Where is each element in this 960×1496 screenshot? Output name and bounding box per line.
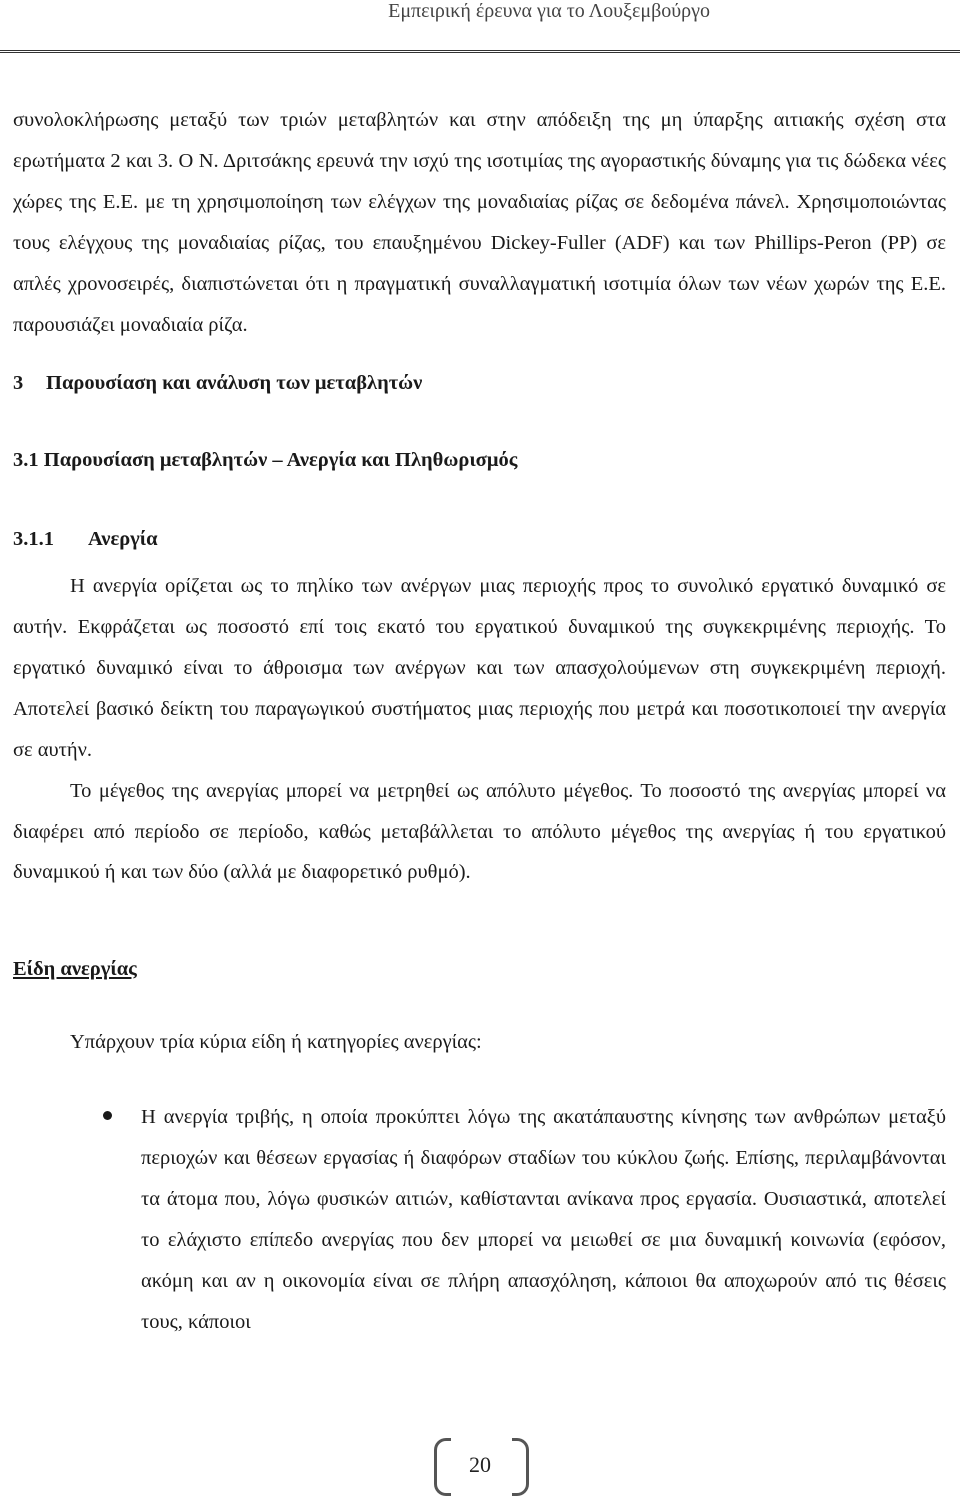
- section-number: 3: [13, 372, 24, 394]
- page-body: [13, 100, 946, 1343]
- list-item: [141, 1097, 946, 1343]
- running-header: Εμπειρική έρευνα για το Λουξεμβούργο: [388, 0, 710, 22]
- unemployment-types-list: [13, 1097, 946, 1343]
- header-rule: [0, 50, 960, 53]
- paragraph-unemployment-size: Το μέγεθος της ανεργίας μπορεί να μετρηθεί ως απόλυτο μέγεθος. Το ποσοστό της ανεργίας μπορεί να διαφέρει από περίοδο σε περίοδο, καθώς μεταβάλλεται το απόλυτο μέγεθος της ανεργίας ή του εργατικού δυναμικού ή και των δύο (αλλά με διαφορετικό ρυθμό).: [13, 780, 946, 883]
- paragraph-types-intro: Υπάρχουν τρία κύρια είδη ή κατηγορίες ανεργίας:: [70, 1030, 482, 1053]
- list-item-text: Η ανεργία τριβής, η οποία προκύπτει λόγω της ακατάπαυστης κίνησης των ανθρώπων μεταξύ περιοχών και θέσεων εργασίας ή διαφόρων σταδίων του κύκλου ζωής. Επίσης, περιλαμβάνονται τα άτομα που, λόγω φυσικών αιτιών, καθίστανται ανίκανα προς εργασία. Ουσιαστικά, αποτελεί το ελάχιστο επίπεδο ανεργίας που δεν μπορεί να μειωθεί σε μια δυναμική κοινωνία (εφόσον, ακόμη και αν η οικονομία είναι σε πλήρη απασχόληση, κάποιοι θα αποχωρούν από τις θέσεις τους, κάποιοι: [141, 1105, 946, 1333]
- page-number: 20: [469, 1452, 491, 1477]
- section-heading-3-1: 3.1 Παρουσίαση μεταβλητών – Ανεργία και Πληθωρισμός: [13, 449, 518, 471]
- paragraph-unemployment-definition: Η ανεργία ορίζεται ως το πηλίκο των ανέργων μιας περιοχής προς το συνολικό εργατικό δυναμικό σε αυτήν. Εκφράζεται ως ποσοστό επί τοις εκατό του εργατικού δυναμικού της συγκεκριμένης περιοχής. Το εργατικό δυναμικό είναι το άθροισμα των ανέργων και των απασχολούμενων στη συγκεκριμένη περιοχή. Αποτελεί βασικό δείκτη του παραγωγικού συστήματος μιας περιοχής που μετρά και ποσοτικοποιεί την ανεργία σε αυτήν.: [13, 575, 946, 761]
- paragraph-continuation: συνολοκλήρωσης μεταξύ των τριών μεταβλητών και στην απόδειξη της μη ύπαρξης αιτιακής σχέση στα ερωτήματα 2 και 3. Ο Ν. Δριτσάκης ερευνά την ισχύ της ισοτιμίας της αγοραστικής δύναμης για τις δώδεκα νέες χώρες της Ε.Ε. με τη χρησιμοποίηση των ελέγχων της μοναδιαίας ρίζας σε δεδομένα πάνελ. Χρησιμοποιώντας τους ελέγχους της μοναδιαίας ρίζας, του επαυξημένου Dickey-Fuller (ADF) και των Phillips-Peron (PP) σε απλές χρονοσειρές, διαπιστώνεται ότι η πραγματική συναλλαγματική ισοτιμία όλων των νέων χωρών της Ε.Ε. παρουσιάζει μοναδιαία ρίζα.: [13, 109, 946, 336]
- bullet-icon: [103, 1111, 112, 1120]
- subsection-title: Ανεργία: [88, 528, 158, 550]
- section-heading-3: [13, 365, 946, 402]
- section-title: Παρουσίαση και ανάλυση των μεταβλητών: [46, 372, 423, 394]
- types-heading: Είδη ανεργίας: [13, 957, 137, 980]
- section-heading-3-1-1: [13, 526, 946, 552]
- subsection-number: 3.1.1: [13, 528, 54, 550]
